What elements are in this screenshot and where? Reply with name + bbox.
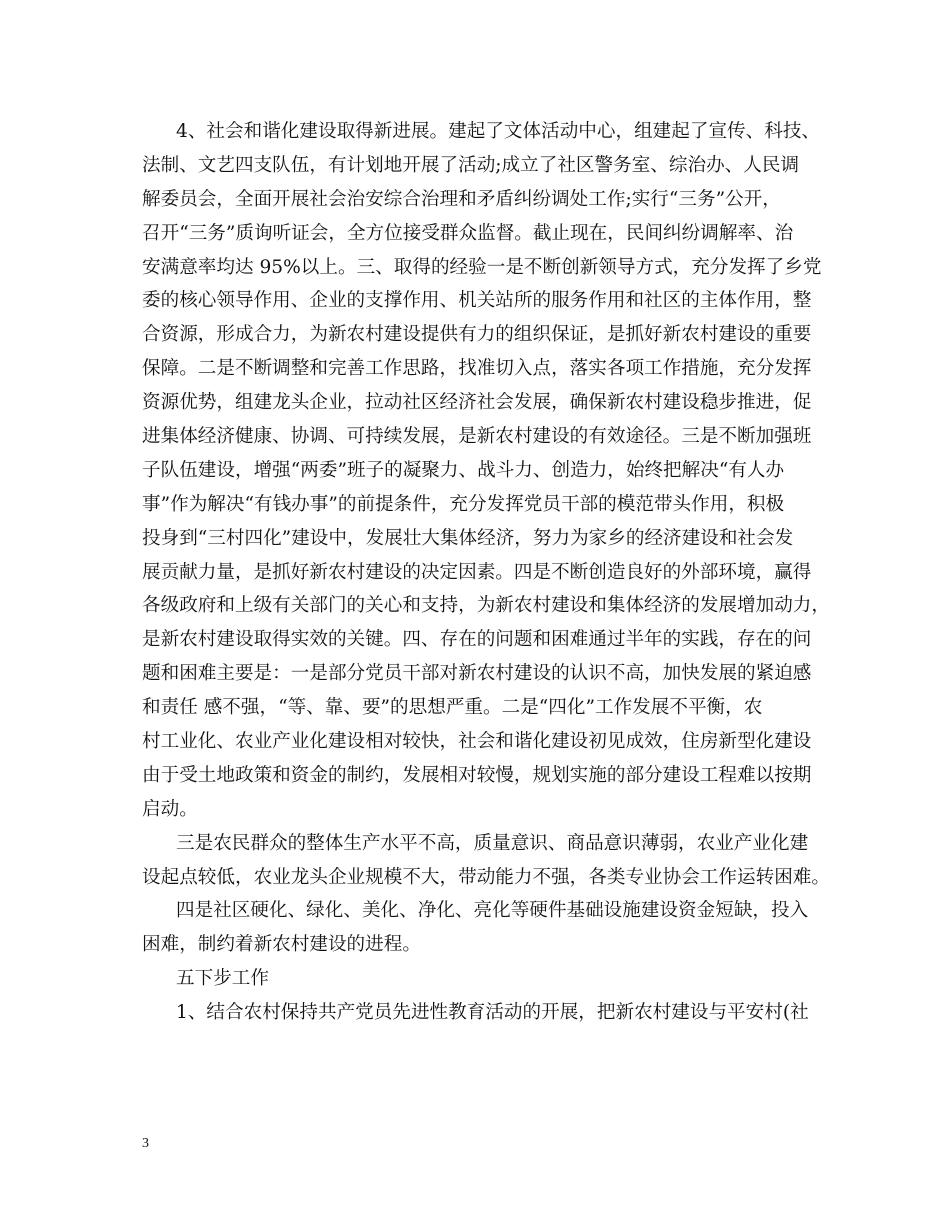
text-line: 由于受土地政策和资金的制约，发展相对较慢，规划实施的部分建设工程难以按期 bbox=[142, 764, 812, 786]
text-line: 合资源，形成合力，为新农村建设提供有力的组织保证，是抓好新农村建设的重要 bbox=[142, 324, 812, 346]
text-line: 题和困难主要是：一是部分党员干部对新农村建设的认识不高，加快发展的紧迫感 bbox=[142, 663, 812, 685]
page-number: 3 bbox=[142, 1136, 149, 1151]
text-line: 展贡献力量，是抓好新农村建设的决定因素。四是不断创造良好的外部环境，赢得 bbox=[142, 561, 812, 583]
text-line: 各级政府和上级有关部门的关心和支持，为新农村建设和集体经济的发展增加动力， bbox=[142, 595, 830, 617]
text-line: 困难，制约着新农村建设的进程。 bbox=[142, 934, 421, 956]
document-body bbox=[142, 115, 832, 1030]
text-line: 4、社会和谐化建设取得新进展。建起了文体活动中心，组建起了宣传、科技、 bbox=[176, 121, 821, 142]
text-line: 是新农村建设取得实效的关键。四、存在的问题和困难通过半年的实践，存在的问 bbox=[142, 629, 812, 651]
text-line: 1、结合农村保持共产党员先进性教育活动的开展，把新农村建设与平安村(社 bbox=[176, 1002, 809, 1024]
text-line: 安满意率均达 95%以上。三、取得的经验一是不断创新领导方式，充分发挥了乡党 bbox=[142, 256, 822, 278]
text-line: 三是农民群众的整体生产水平不高，质量意识、商品意识薄弱，农业产业化建 bbox=[176, 832, 809, 854]
text-line: 委的核心领导作用、企业的支撑作用、机关站所的服务作用和社区的主体作用，整 bbox=[142, 290, 812, 312]
text-line: 子队伍建设，增强“两委”班子的凝聚力、战斗力、创造力，始终把解决“有人办 bbox=[142, 459, 785, 481]
text-line: 进集体经济健康、协调、可持续发展，是新农村建设的有效途径。三是不断加强班 bbox=[142, 426, 812, 448]
text-line: 五下步工作 bbox=[176, 968, 269, 990]
text-line: 村工业化、农业产业化建设相对较快，社会和谐化建设初见成效，住房新型化建设 bbox=[142, 731, 812, 753]
text-line: 事”作为解决“有钱办事”的前提条件，充分发挥党员干部的模范带头作用，积极 bbox=[142, 493, 785, 515]
text-line: 资源优势，组建龙头企业，拉动社区经济社会发展，确保新农村建设稳步推进，促 bbox=[142, 392, 812, 414]
text-line: 四是社区硬化、绿化、美化、净化、亮化等硬件基础设施建设资金短缺，投入 bbox=[176, 900, 809, 922]
text-line: 启动。 bbox=[142, 798, 198, 820]
text-line: 和责任 感不强，“等、靠、要”的思想严重。二是“四化”工作发展不平衡，农 bbox=[142, 697, 763, 719]
text-line: 召开“三务”质询听证会，全方位接受群众监督。截止现在，民间纠纷调解率、治 bbox=[142, 222, 794, 244]
text-line: 法制、文艺四支队伍，有计划地开展了活动;成立了社区警务室、综治办、人民调 bbox=[142, 154, 800, 176]
text-line: 设起点较低，农业龙头企业规模不大，带动能力不强，各类专业协会工作运转困难。 bbox=[142, 866, 830, 888]
text-line: 解委员会，全面开展社会治安综合治理和矛盾纠纷调处工作;实行“三务”公开， bbox=[142, 188, 781, 210]
text-line: 投身到“三村四化”建设中，发展壮大集体经济，努力为家乡的经济建设和社会发 bbox=[142, 527, 794, 549]
text-line: 保障。二是不断调整和完善工作思路，找准切入点，落实各项工作措施，充分发挥 bbox=[142, 358, 812, 380]
